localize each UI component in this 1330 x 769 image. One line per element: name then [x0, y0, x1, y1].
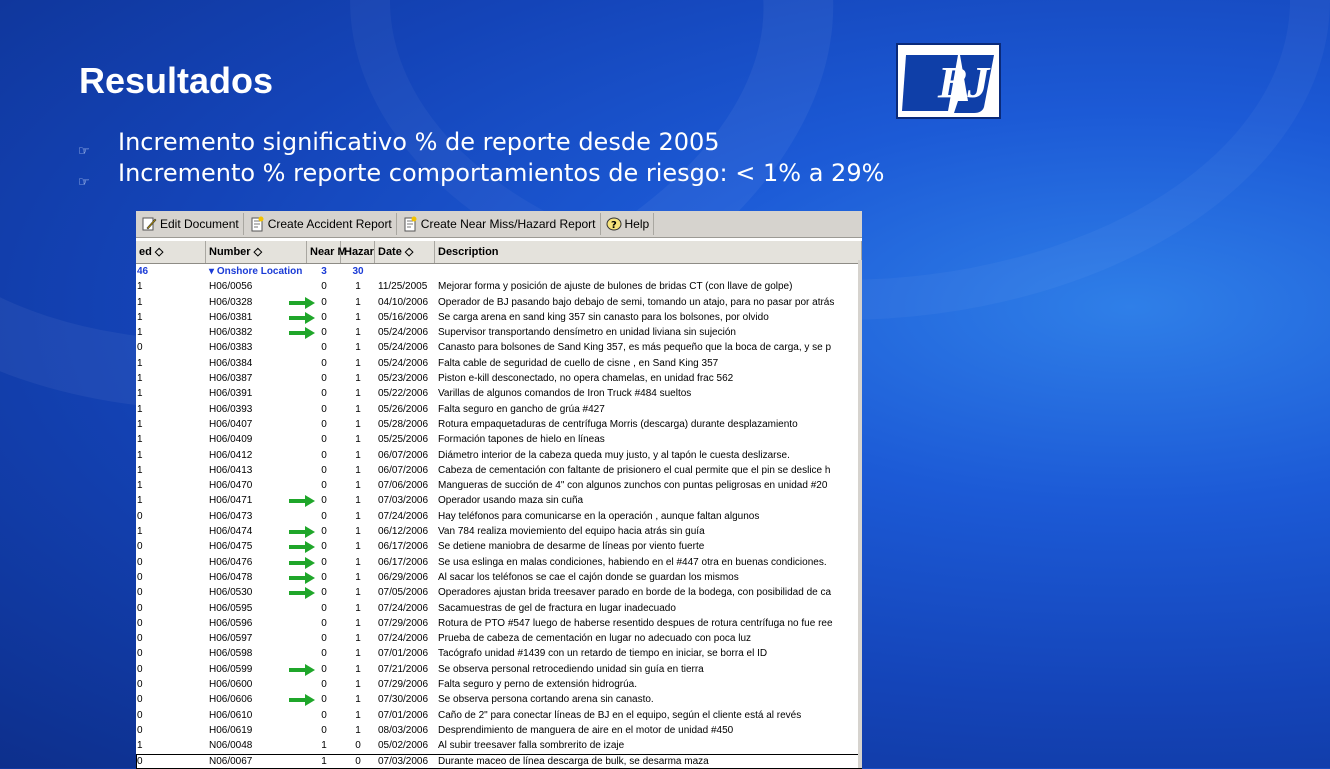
table-row[interactable] [136, 325, 862, 340]
number-cell: H06/0382 [209, 327, 253, 339]
near-miss-cell: 0 [321, 480, 327, 492]
date-cell: 11/25/2005 [378, 281, 428, 293]
near-miss-cell: 0 [321, 281, 327, 293]
number-cell: H06/0413 [209, 464, 253, 476]
near-miss-cell: 0 [321, 541, 327, 553]
column-header-date[interactable]: Date ◇ [375, 241, 435, 263]
near-miss-cell: 0 [321, 633, 327, 645]
reviewed-cell: 1 [137, 388, 143, 400]
hazard-cell: 1 [355, 648, 361, 660]
table-row[interactable] [136, 616, 862, 631]
date-cell: 07/24/2006 [378, 633, 429, 645]
date-cell: 05/25/2006 [378, 434, 429, 446]
hazard-cell: 0 [355, 755, 361, 767]
create-near-miss-report-button[interactable] [398, 213, 601, 235]
hazard-cell: 1 [355, 357, 361, 369]
hazard-cell: 1 [355, 434, 361, 446]
column-header-near-miss[interactable]: Near M [307, 241, 341, 263]
near-miss-cell: 0 [321, 434, 327, 446]
reviewed-cell: 1 [137, 418, 143, 430]
reviewed-cell: 1 [137, 434, 143, 446]
green-arrow-icon [289, 694, 315, 706]
table-row[interactable] [136, 448, 862, 463]
reviewed-cell: 0 [137, 679, 143, 691]
number-cell: H06/0470 [209, 480, 253, 492]
table-row[interactable] [136, 417, 862, 432]
table-row[interactable] [136, 692, 862, 707]
near-miss-cell: 0 [321, 571, 327, 583]
table-row[interactable] [136, 555, 862, 570]
description-cell: Falta cable de seguridad de cuello de cisne , en Sand King 357 [438, 357, 719, 369]
date-cell: 06/29/2006 [378, 571, 429, 583]
description-cell: Se usa eslinga en malas condiciones, habiendo en el #447 otra en buenas condiciones. [438, 556, 827, 568]
description-cell: Al sacar los teléfonos se cae el cajón donde se guardan los mismos [438, 571, 739, 583]
number-cell: H06/0381 [209, 311, 253, 323]
help-button[interactable] [602, 213, 655, 235]
table-row[interactable] [136, 493, 862, 508]
pointing-hand-icon: ☞ [78, 144, 90, 159]
date-cell: 06/12/2006 [378, 526, 429, 538]
description-cell: Mangueras de succión de 4" con algunos zunchos con puntas peligrosas en unidad #20 [438, 480, 828, 492]
table-row[interactable] [136, 723, 862, 738]
table-row[interactable] [136, 279, 862, 294]
hazard-cell: 1 [355, 526, 361, 538]
reviewed-cell: 1 [137, 296, 143, 308]
description-cell: Sacamuestras de gel de fractura en lugar inadecuado [438, 602, 676, 614]
near-miss-cell: 0 [321, 709, 327, 721]
number-cell: H06/0412 [209, 449, 253, 461]
help-label: Help [624, 217, 650, 231]
lotus-notes-view [136, 211, 862, 768]
edit-document-button[interactable] [137, 213, 244, 235]
description-cell: Operador de BJ pasando bajo debajo de semi, tomando un atajo, para no pasar por atrás [438, 296, 835, 308]
group-label: Onshore Location [216, 266, 303, 277]
near-miss-cell: 0 [321, 296, 327, 308]
svg-text:?: ? [610, 220, 617, 231]
reviewed-cell: 0 [137, 709, 143, 721]
number-cell: H06/0409 [209, 434, 253, 446]
hazard-cell: 1 [355, 709, 361, 721]
number-cell: H06/0598 [209, 648, 253, 660]
date-cell: 07/03/2006 [378, 495, 429, 507]
reviewed-cell: 1 [137, 480, 143, 492]
number-cell: H06/0600 [209, 679, 253, 691]
date-cell: 07/06/2006 [378, 480, 429, 492]
date-cell: 04/10/2006 [378, 296, 429, 308]
number-cell: N06/0067 [209, 755, 253, 767]
reviewed-cell: 0 [137, 663, 143, 675]
edit-document-label: Edit Document [160, 217, 239, 231]
number-cell: H06/0056 [209, 281, 253, 293]
date-cell: 07/21/2006 [378, 663, 429, 675]
number-cell: H06/0599 [209, 663, 253, 675]
description-cell: Se observa personal retrocediendo unidad sin guía en tierra [438, 663, 704, 675]
number-cell: H06/0596 [209, 617, 253, 629]
column-header-hazard[interactable]: Hazar [341, 241, 375, 263]
near-miss-cell: 1 [321, 755, 327, 767]
pointing-hand-icon: ☞ [78, 175, 90, 190]
date-cell: 07/24/2006 [378, 602, 429, 614]
expand-triangle-icon[interactable]: ▾ [209, 266, 215, 277]
reviewed-cell: 0 [137, 694, 143, 706]
description-cell: Rotura empaquetaduras de centrífuga Morris (descarga) durante desplazamiento [438, 418, 798, 430]
near-miss-cell: 0 [321, 342, 327, 354]
reviewed-cell: 1 [137, 449, 143, 461]
near-miss-cell: 0 [321, 526, 327, 538]
near-miss-cell: 0 [321, 617, 327, 629]
reviewed-cell: 1 [137, 373, 143, 385]
reviewed-cell: 1 [137, 526, 143, 538]
near-miss-cell: 0 [321, 724, 327, 736]
near-miss-cell: 0 [321, 495, 327, 507]
group-date-cell [375, 264, 435, 279]
date-cell: 05/24/2006 [378, 342, 429, 354]
new-document-icon [402, 216, 418, 232]
description-cell: Al subir treesaver falla sombrerito de izaje [438, 740, 625, 752]
description-cell: Falta seguro en gancho de grúa #427 [438, 403, 605, 415]
column-headers [136, 241, 862, 264]
new-document-icon [249, 216, 265, 232]
description-cell: Desprendimiento de manguera de aire en el motor de unidad #450 [438, 724, 734, 736]
vertical-scrollbar[interactable] [858, 260, 862, 768]
number-cell: H06/0473 [209, 510, 253, 522]
hazard-cell: 1 [355, 403, 361, 415]
description-cell: Prueba de cabeza de cementación en lugar no adecuado con poca luz [438, 633, 752, 645]
table-row[interactable] [136, 509, 862, 524]
description-cell: Diámetro interior de la cabeza queda muy justo, y al tapón le cuesta deslizarse. [438, 449, 790, 461]
hazard-cell: 1 [355, 617, 361, 629]
date-cell: 05/28/2006 [378, 418, 429, 430]
create-near-miss-report-label: Create Near Miss/Hazard Report [420, 217, 596, 231]
date-cell: 07/03/2006 [378, 755, 429, 767]
green-arrow-icon [289, 327, 315, 339]
hazard-cell: 1 [355, 327, 361, 339]
edit-pencil-icon [141, 216, 157, 232]
near-miss-cell: 1 [321, 740, 327, 752]
description-cell: Durante maceo de línea descarga de bulk, se desarma maza [438, 755, 709, 767]
number-cell: H06/0597 [209, 633, 253, 645]
reviewed-cell: 0 [137, 556, 143, 568]
number-cell: H06/0471 [209, 495, 253, 507]
hazard-cell: 1 [355, 342, 361, 354]
table-row[interactable] [136, 371, 862, 386]
description-cell: Tacógrafo unidad #1439 con un retardo de tiempo en iniciar, se borra el ID [438, 648, 768, 660]
near-miss-cell: 0 [321, 449, 327, 461]
hazard-cell: 1 [355, 281, 361, 293]
near-miss-cell: 0 [321, 679, 327, 691]
table-row[interactable] [136, 570, 862, 585]
hazard-cell: 1 [355, 296, 361, 308]
toolbar [136, 211, 862, 238]
description-cell: Operadores ajustan brida treesaver parado en borde de la bodega, con posibilidad de ca [438, 587, 832, 599]
green-arrow-icon [289, 664, 315, 676]
group-hazard-total: 30 [352, 266, 364, 277]
date-cell: 05/24/2006 [378, 327, 429, 339]
table-row[interactable] [136, 646, 862, 661]
description-cell: Operador usando maza sin cuña [438, 495, 584, 507]
number-cell: H06/0475 [209, 541, 253, 553]
bullet-list [78, 127, 884, 189]
hazard-cell: 1 [355, 663, 361, 675]
bj-logo [896, 43, 1001, 119]
logo-text: BJ [938, 58, 990, 107]
table-row[interactable] [136, 310, 862, 325]
reviewed-cell: 1 [137, 311, 143, 323]
date-cell: 07/24/2006 [378, 510, 429, 522]
hazard-cell: 1 [355, 311, 361, 323]
hazard-cell: 1 [355, 495, 361, 507]
hazard-cell: 1 [355, 510, 361, 522]
reviewed-cell: 1 [137, 357, 143, 369]
reviewed-cell: 1 [137, 281, 143, 293]
date-cell: 05/24/2006 [378, 357, 429, 369]
hazard-cell: 1 [355, 373, 361, 385]
hazard-cell: 1 [355, 679, 361, 691]
table-row[interactable] [136, 340, 862, 355]
report-list [136, 264, 862, 769]
reviewed-cell: 1 [137, 327, 143, 339]
near-miss-cell: 0 [321, 602, 327, 614]
number-cell: H06/0387 [209, 373, 253, 385]
reviewed-cell: 0 [137, 602, 143, 614]
description-cell: Se carga arena en sand king 357 sin canasto para los bolsones, por olvido [438, 311, 769, 323]
reviewed-cell: 0 [137, 633, 143, 645]
number-cell: H06/0393 [209, 403, 253, 415]
group-near-total: 3 [321, 266, 327, 277]
table-row[interactable] [136, 708, 862, 723]
number-cell: H06/0474 [209, 526, 253, 538]
reviewed-cell: 1 [137, 740, 143, 752]
green-arrow-icon [289, 541, 315, 553]
near-miss-cell: 0 [321, 327, 327, 339]
bullet-item [78, 127, 884, 158]
reviewed-cell: 0 [137, 571, 143, 583]
table-row[interactable] [136, 631, 862, 646]
green-arrow-icon [289, 572, 315, 584]
bullet-text: Incremento % reporte comportamientos de riesgo: < 1% a 29% [118, 159, 885, 187]
description-cell: Canasto para bolsones de Sand King 357, es más pequeño que la boca de carga, y se p [438, 342, 832, 354]
date-cell: 07/30/2006 [378, 694, 429, 706]
date-cell: 06/17/2006 [378, 541, 429, 553]
near-miss-cell: 0 [321, 663, 327, 675]
date-cell: 07/05/2006 [378, 587, 429, 599]
number-cell: H06/0595 [209, 602, 253, 614]
number-cell: H06/0619 [209, 724, 253, 736]
table-row[interactable] [136, 356, 862, 371]
group-label-cell [206, 264, 307, 279]
number-cell: H06/0478 [209, 571, 253, 583]
number-cell: H06/0606 [209, 694, 253, 706]
hazard-cell: 1 [355, 602, 361, 614]
table-row[interactable] [136, 738, 862, 753]
green-arrow-icon [289, 297, 315, 309]
hazard-cell: 1 [355, 556, 361, 568]
description-cell: Formación tapones de hielo en líneas [438, 434, 605, 446]
hazard-cell: 1 [355, 480, 361, 492]
hazard-cell: 1 [355, 388, 361, 400]
green-arrow-icon [289, 312, 315, 324]
table-row[interactable] [136, 386, 862, 401]
description-cell: Rotura de PTO #547 luego de haberse resentido despues de rotura centrífuga no fue ree [438, 617, 833, 629]
description-cell: Caño de 2" para conectar líneas de BJ en el equipo, según el cliente está al revés [438, 709, 802, 721]
table-row[interactable] [136, 677, 862, 692]
reviewed-cell: 0 [137, 510, 143, 522]
hazard-cell: 1 [355, 418, 361, 430]
date-cell: 08/03/2006 [378, 724, 429, 736]
table-row[interactable] [136, 662, 862, 677]
near-miss-cell: 0 [321, 418, 327, 430]
description-cell: Varillas de algunos comandos de Iron Truck #484 sueltos [438, 388, 692, 400]
date-cell: 05/22/2006 [378, 388, 429, 400]
table-row[interactable] [136, 463, 862, 478]
column-header-reviewed[interactable]: ed ◇ [136, 241, 206, 263]
hazard-cell: 1 [355, 449, 361, 461]
reviewed-cell: 0 [137, 541, 143, 553]
date-cell: 06/07/2006 [378, 449, 429, 461]
date-cell: 07/01/2006 [378, 648, 429, 660]
reviewed-cell: 1 [137, 403, 143, 415]
description-cell: Hay teléfonos para comunicarse en la operación , aunque faltan algunos [438, 510, 760, 522]
table-row[interactable] [136, 524, 862, 539]
table-row[interactable] [136, 402, 862, 417]
description-cell: Se observa persona cortando arena sin canasto. [438, 694, 654, 706]
number-cell: H06/0391 [209, 388, 253, 400]
table-row[interactable] [136, 585, 862, 600]
column-header-description[interactable]: Description [435, 241, 862, 263]
description-cell: Supervisor transportando densímetro en unidad liviana sin sujeción [438, 327, 736, 339]
green-arrow-icon [289, 495, 315, 507]
group-desc-cell [435, 264, 862, 279]
reviewed-cell: 0 [137, 342, 143, 354]
date-cell: 07/29/2006 [378, 679, 429, 691]
table-row[interactable] [136, 754, 862, 769]
green-arrow-icon [289, 587, 315, 599]
near-miss-cell: 0 [321, 694, 327, 706]
description-cell: Piston e-kill desconectado, no opera chamelas, en unidad frac 562 [438, 373, 734, 385]
reviewed-cell: 0 [137, 724, 143, 736]
near-miss-cell: 0 [321, 357, 327, 369]
reviewed-cell: 0 [137, 648, 143, 660]
number-cell: H06/0383 [209, 342, 253, 354]
table-row[interactable] [136, 539, 862, 554]
bullet-text: Incremento significativo % de reporte desde 2005 [118, 128, 720, 156]
reviewed-cell: 1 [137, 495, 143, 507]
near-miss-cell: 0 [321, 373, 327, 385]
table-row[interactable] [136, 432, 862, 447]
description-cell: Se detiene maniobra de desarme de líneas por viento fuerte [438, 541, 705, 553]
date-cell: 06/17/2006 [378, 556, 429, 568]
reviewed-cell: 1 [137, 464, 143, 476]
date-cell: 06/07/2006 [378, 464, 429, 476]
number-cell: H06/0384 [209, 357, 253, 369]
near-miss-cell: 0 [321, 403, 327, 415]
hazard-cell: 1 [355, 571, 361, 583]
number-cell: N06/0048 [209, 740, 253, 752]
hazard-cell: 1 [355, 541, 361, 553]
table-row[interactable] [136, 295, 862, 310]
table-row[interactable] [136, 478, 862, 493]
hazard-cell: 1 [355, 464, 361, 476]
description-cell: Falta seguro y perno de extensión hidrogrúa. [438, 679, 638, 691]
table-row[interactable] [136, 601, 862, 616]
near-miss-cell: 0 [321, 510, 327, 522]
date-cell: 07/01/2006 [378, 709, 429, 721]
date-cell: 07/29/2006 [378, 617, 429, 629]
reviewed-cell: 0 [137, 755, 143, 767]
near-miss-cell: 0 [321, 464, 327, 476]
hazard-cell: 0 [355, 740, 361, 752]
description-cell: Cabeza de cementación con faltante de prisionero el cual permite que el pin se deslice h [438, 464, 831, 476]
green-arrow-icon [289, 526, 315, 538]
category-row-onshore[interactable] [136, 264, 862, 279]
group-count: 46 [137, 266, 149, 277]
date-cell: 05/26/2006 [378, 403, 429, 415]
number-cell: H06/0476 [209, 556, 253, 568]
near-miss-cell: 0 [321, 311, 327, 323]
hazard-cell: 1 [355, 724, 361, 736]
reviewed-cell: 0 [137, 617, 143, 629]
column-header-number[interactable]: Number ◇ [206, 241, 307, 263]
bullet-item [78, 158, 884, 189]
date-cell: 05/16/2006 [378, 311, 429, 323]
number-cell: H06/0610 [209, 709, 253, 721]
date-cell: 05/02/2006 [378, 740, 429, 752]
green-arrow-icon [289, 557, 315, 569]
help-icon [606, 216, 622, 232]
near-miss-cell: 0 [321, 587, 327, 599]
description-cell: Mejorar forma y posición de ajuste de bulones de bridas CT (con llave de golpe) [438, 281, 793, 293]
number-cell: H06/0407 [209, 418, 253, 430]
hazard-cell: 1 [355, 587, 361, 599]
slide-title: Resultados [79, 60, 274, 101]
date-cell: 05/23/2006 [378, 373, 429, 385]
hazard-cell: 1 [355, 633, 361, 645]
create-accident-report-label: Create Accident Report [267, 217, 392, 231]
number-cell: H06/0530 [209, 587, 253, 599]
reviewed-cell: 0 [137, 587, 143, 599]
near-miss-cell: 0 [321, 648, 327, 660]
hazard-cell: 1 [355, 694, 361, 706]
create-accident-report-button[interactable] [245, 213, 397, 235]
number-cell: H06/0328 [209, 296, 253, 308]
near-miss-cell: 0 [321, 556, 327, 568]
description-cell: Van 784 realiza moviemiento del equipo hacia atrás sin guía [438, 526, 705, 538]
near-miss-cell: 0 [321, 388, 327, 400]
